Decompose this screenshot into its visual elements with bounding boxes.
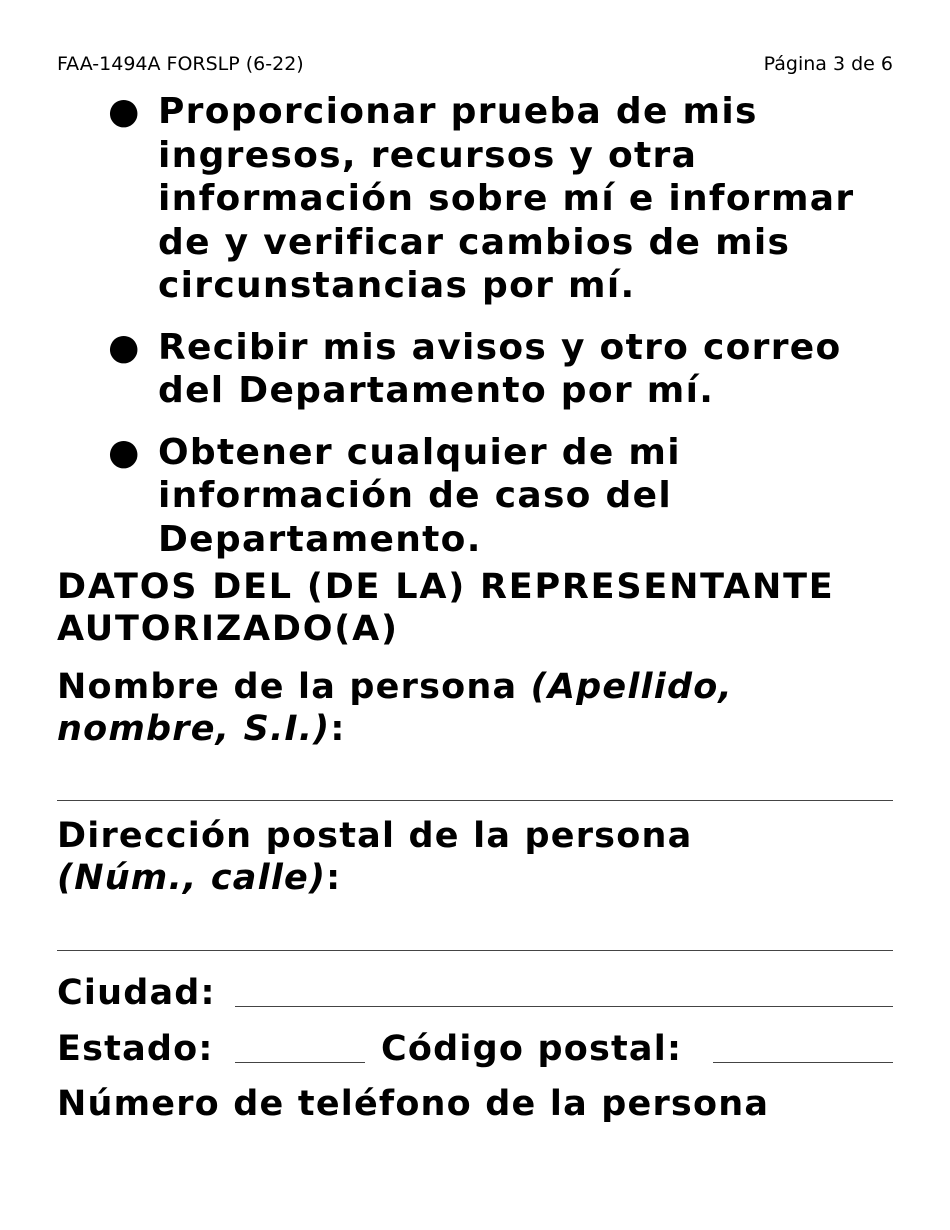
list-item bbox=[108, 326, 908, 413]
page-number: Página 3 de 6 bbox=[763, 53, 893, 75]
bullet-icon: ● bbox=[108, 326, 140, 368]
state-zip-row bbox=[57, 1028, 893, 1074]
list-item bbox=[108, 90, 908, 308]
section-heading: DATOS DEL (DE LA) REPRESENTANTE AUTORIZADO(A) bbox=[57, 567, 835, 649]
list-item-text: Recibir mis avisos y otro correo del Departamento por mí. bbox=[158, 326, 842, 411]
zip-label: Código postal: bbox=[381, 1029, 683, 1069]
name-field-label: Nombre de la persona (Apellido, nombre, S.I.): bbox=[57, 667, 733, 749]
name-field[interactable] bbox=[57, 800, 893, 801]
phone-field-label: Número de teléfono de la persona bbox=[57, 1084, 770, 1124]
permission-list bbox=[108, 90, 908, 579]
list-item bbox=[108, 431, 908, 562]
list-item-text: Proporcionar prueba de mis ingresos, recursos y otra información sobre mí e informar de y verificar cambios de mis circunstancias por mí. bbox=[158, 91, 855, 306]
city-field[interactable] bbox=[235, 1006, 893, 1007]
bullet-icon: ● bbox=[108, 91, 140, 132]
list-item-text: Obtener cualquier de mi información de caso del Departamento. bbox=[158, 431, 681, 560]
state-field[interactable] bbox=[235, 1062, 365, 1063]
zip-field[interactable] bbox=[713, 1062, 893, 1063]
address-field-label: Dirección postal de la persona (Núm., calle): bbox=[57, 816, 693, 898]
bullet-icon: ● bbox=[108, 431, 140, 473]
state-label: Estado: bbox=[57, 1029, 214, 1069]
address-field[interactable] bbox=[57, 950, 893, 951]
form-id: FAA-1494A FORSLP (6-22) bbox=[57, 53, 304, 75]
city-label: Ciudad: bbox=[57, 973, 216, 1013]
city-row bbox=[57, 972, 893, 1018]
